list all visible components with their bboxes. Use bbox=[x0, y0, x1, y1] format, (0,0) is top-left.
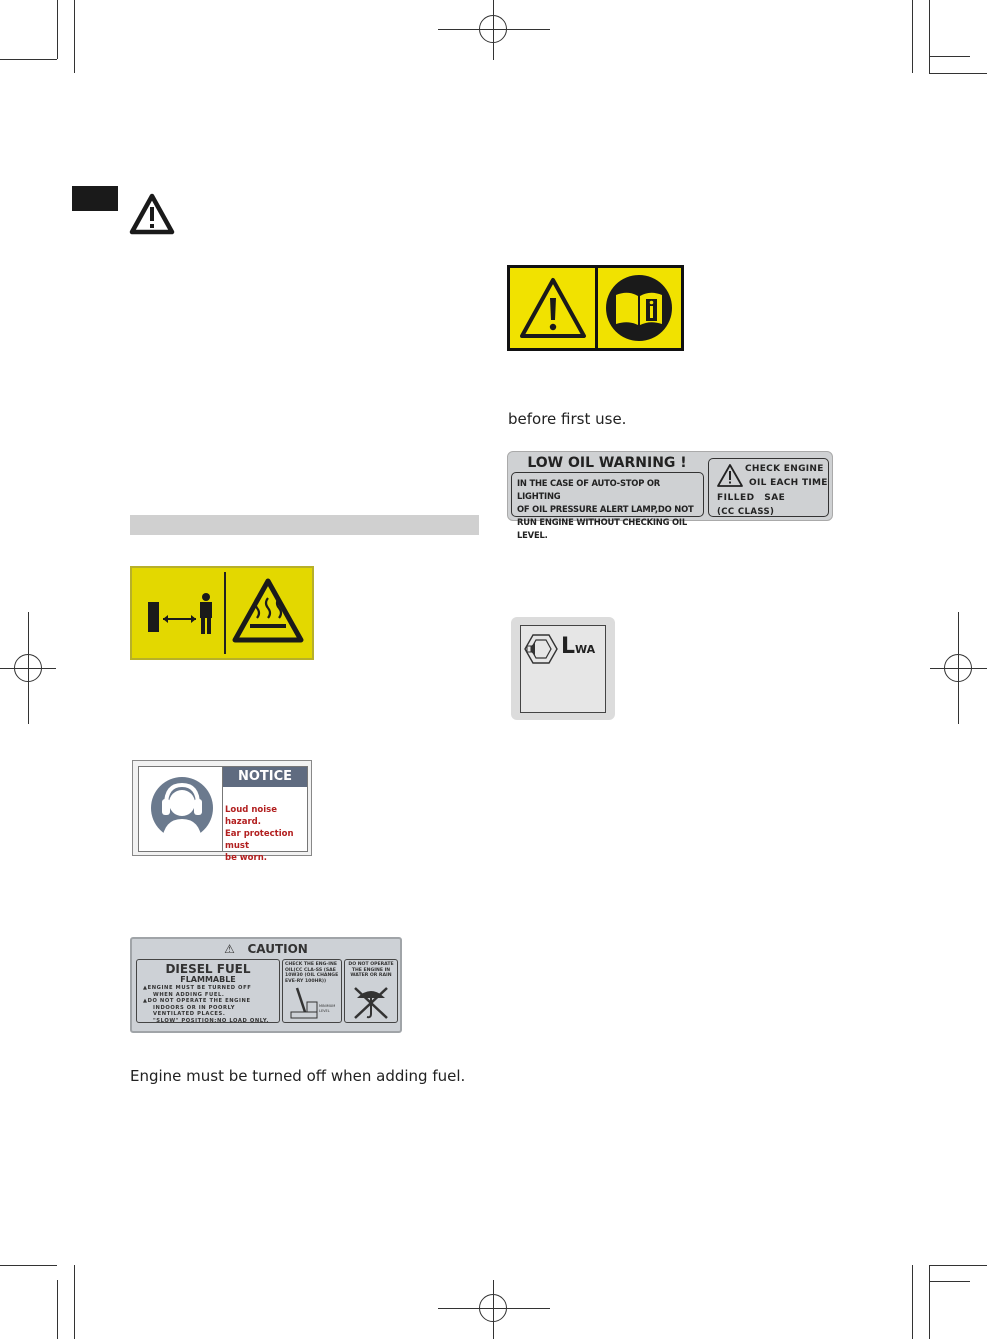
crop-mark bbox=[929, 1281, 970, 1282]
no-rain-icon bbox=[351, 984, 391, 1020]
crop-mark bbox=[57, 0, 58, 59]
notice-text bbox=[225, 804, 307, 864]
dipstick-icon bbox=[287, 986, 321, 1020]
crop-mark bbox=[929, 56, 970, 57]
crop-mark bbox=[57, 1280, 58, 1339]
notice-line: Ear protection must bbox=[225, 829, 294, 851]
engine-off-caption: Engine must be turned off when adding fuel. bbox=[130, 1067, 466, 1085]
caution-line: WHEN ADDING FUEL. bbox=[153, 991, 225, 998]
before-first-use-caption: before first use. bbox=[508, 410, 627, 428]
diesel-caution-label bbox=[130, 937, 402, 1033]
read-manual-icon bbox=[604, 273, 674, 343]
check-oil-box bbox=[708, 458, 829, 517]
crop-mark bbox=[929, 0, 930, 73]
check-oil-line: FILLED SAE bbox=[717, 493, 786, 503]
rain-warning-text: DO NOT OPERATE THE ENGINE IN WATER OR RAIN bbox=[348, 962, 394, 978]
crop-mark bbox=[912, 1265, 913, 1339]
warning-icon bbox=[518, 276, 588, 340]
crop-mark bbox=[74, 1265, 75, 1339]
notice-label bbox=[132, 760, 312, 863]
lwa-sub: WA bbox=[575, 643, 596, 656]
check-oil-line: OIL EACH TIME bbox=[749, 478, 828, 488]
read-manual-label bbox=[507, 265, 684, 351]
notice-icon-panel bbox=[139, 767, 223, 851]
language-tab bbox=[72, 186, 118, 211]
registration-mark bbox=[944, 654, 972, 682]
ear-protection-icon bbox=[150, 775, 214, 841]
check-oil-line: CHECK ENGINE bbox=[745, 464, 824, 474]
low-oil-line: IN THE CASE OF AUTO-STOP OR LIGHTING bbox=[517, 478, 661, 501]
manual-panel bbox=[598, 268, 681, 348]
caution-line: ▲DO NOT OPERATE THE ENGINE bbox=[143, 998, 251, 1004]
section-header-bar bbox=[130, 515, 479, 535]
oil-check-box bbox=[282, 959, 342, 1023]
oil-check-text: CHECK THE ENG-INE OIL(CC CLA-SS (SAE 10W30 (OIL CHANGE EVE-RY 100HR)) bbox=[285, 962, 339, 984]
low-oil-title: LOW OIL WARNING ! bbox=[527, 455, 687, 471]
crop-mark bbox=[929, 73, 987, 74]
lwa-main: L bbox=[561, 634, 576, 659]
sound-power-icon bbox=[523, 631, 559, 667]
notice-line: Loud noise hazard. bbox=[225, 805, 277, 827]
lwa-text bbox=[561, 634, 595, 659]
caution-title bbox=[132, 942, 400, 956]
hot-surface-label bbox=[130, 566, 314, 660]
sound-power-label bbox=[511, 617, 615, 720]
caution-line: INDOORS OR IN POORLY bbox=[153, 1004, 236, 1011]
notice-line: be worn. bbox=[225, 853, 267, 863]
diesel-fuel-heading: DIESEL FUEL bbox=[165, 962, 251, 976]
warning-icon bbox=[716, 463, 744, 488]
registration-mark bbox=[14, 654, 42, 682]
registration-mark bbox=[479, 15, 507, 43]
crop-mark bbox=[74, 0, 75, 73]
low-oil-line: OF OIL PRESSURE ALERT LAMP,DO NOT bbox=[517, 504, 694, 514]
caution-line: VENTILATED PLACES. bbox=[153, 1011, 226, 1017]
caution-instructions bbox=[143, 985, 277, 1024]
warning-panel bbox=[510, 268, 595, 348]
registration-mark bbox=[479, 1294, 507, 1322]
low-oil-text-box bbox=[511, 472, 704, 540]
notice-heading: NOTICE bbox=[223, 767, 307, 787]
crop-mark bbox=[912, 0, 913, 73]
caution-line: ▲ENGINE MUST BE TURNED OFF bbox=[143, 985, 252, 991]
rain-warning-box bbox=[344, 959, 398, 1023]
low-oil-text bbox=[517, 477, 703, 542]
hot-surface-icon bbox=[230, 576, 306, 646]
diesel-fuel-box bbox=[136, 959, 280, 1023]
warning-icon: ⚠ bbox=[224, 942, 235, 956]
low-oil-warning-label bbox=[507, 451, 833, 540]
low-oil-line: RUN ENGINE WITHOUT CHECKING OIL LEVEL. bbox=[517, 517, 687, 540]
safe-distance-icon bbox=[146, 592, 218, 638]
notice-inner-frame bbox=[138, 766, 308, 863]
crop-mark bbox=[0, 59, 57, 60]
check-oil-line: (CC CLASS) bbox=[717, 507, 775, 517]
caution-line: "SLOW" POSITION:NO LOAD ONLY. bbox=[153, 1017, 269, 1024]
caution-title-text: CAUTION bbox=[247, 942, 308, 956]
crop-mark bbox=[929, 1265, 987, 1266]
sound-power-frame bbox=[520, 625, 606, 713]
crop-mark bbox=[929, 1265, 930, 1339]
minimum-level-text: MINIMUM LEVEL bbox=[319, 1004, 336, 1013]
crop-mark bbox=[0, 1265, 57, 1266]
warning-icon bbox=[129, 193, 175, 235]
flammable-text: FLAMMABLE bbox=[180, 975, 236, 984]
